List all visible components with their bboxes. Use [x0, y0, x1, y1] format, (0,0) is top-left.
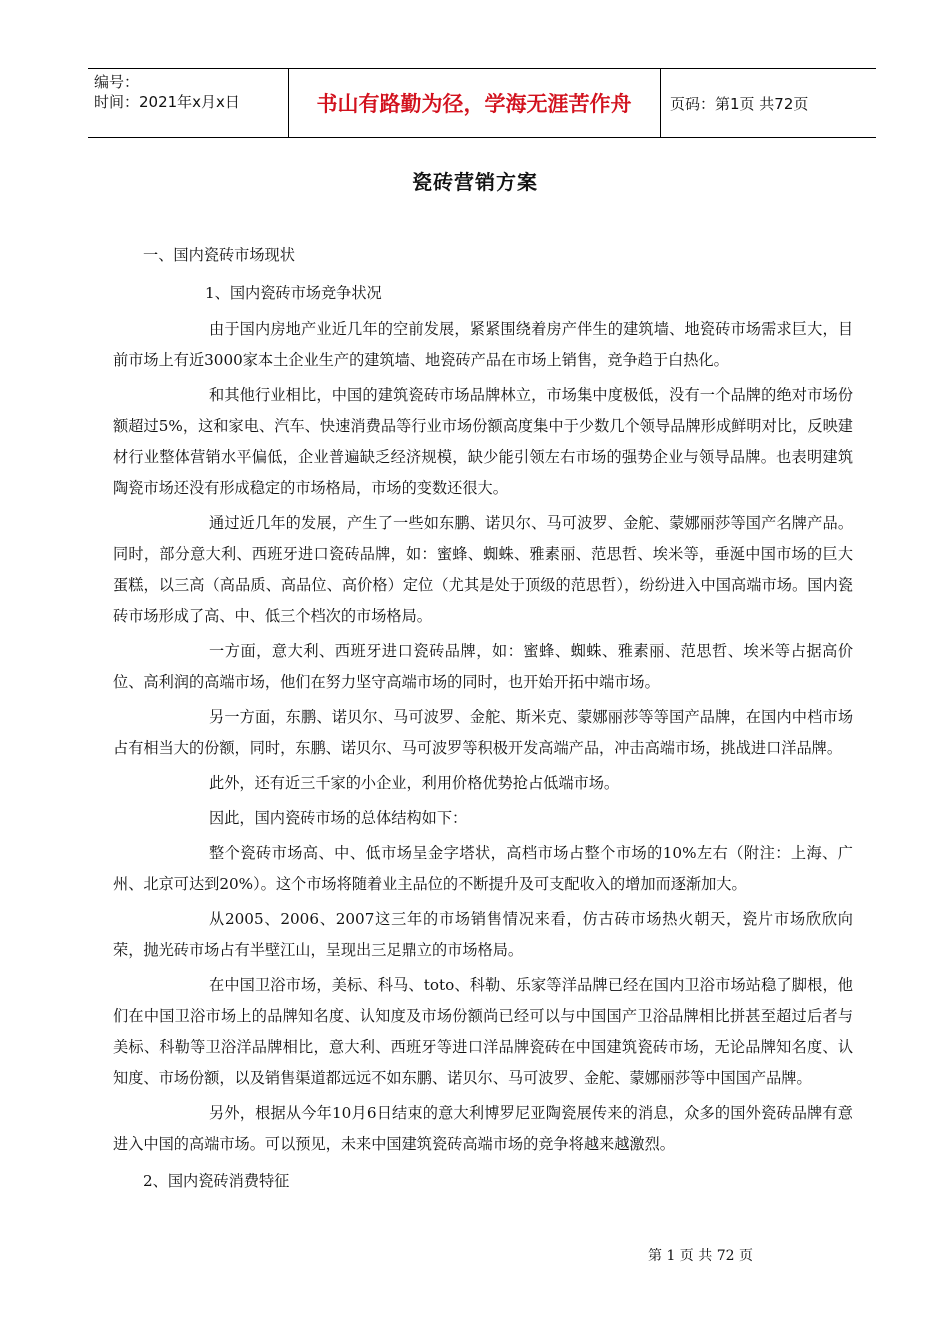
body-paragraph: 另外，根据从今年10月6日结束的意大利博罗尼亚陶瓷展传来的消息，众多的国外瓷砖品牌有意进入中国的高端市场。可以预见，未来中国建筑瓷砖高端市场的竞争将越来越激烈。	[113, 1104, 853, 1153]
header-motto: 书山有路勤为径，学海无涯苦作舟	[316, 92, 632, 116]
page-footer: 第 1 页 共 72 页	[648, 1248, 753, 1264]
body-paragraph: 另一方面，东鹏、诺贝尔、马可波罗、金舵、斯米克、蒙娜丽莎等等国产品牌，在国内中档市场占有相当大的份额，同时，东鹏、诺贝尔、马可波罗等积极开发高端产品，冲击高端市场，挑战进口洋品牌。	[113, 708, 853, 757]
document-number-label: 编号：	[94, 73, 140, 91]
subsection-heading: 2、国内瓷砖消费特征	[143, 1172, 290, 1190]
body-paragraph: 此外，还有近三千家的小企业，利用价格优势抢占低端市场。	[209, 774, 620, 792]
body-paragraph: 通过近几年的发展，产生了一些如东鹏、诺贝尔、马可波罗、金舵、蒙娜丽莎等国产名牌产品。同时，部分意大利、西班牙进口瓷砖品牌，如：蜜蜂、蜘蛛、雅素丽、范思哲、埃米等，垂涎中国市场的巨大蛋糕，以三高（高品质、高品位、高价格）定位（尤其是处于顶级的范思哲），纷纷进入中国高端市场。国内瓷砖市场形成了高、中、低三个档次的市场格局。	[113, 514, 853, 625]
document-body	[113, 238, 853, 1198]
document-title: 瓷砖营销方案	[412, 170, 538, 194]
body-paragraph: 因此，国内瓷砖市场的总体结构如下：	[209, 809, 468, 827]
body-paragraph: 在中国卫浴市场，美标、科马、toto、科勒、乐家等洋品牌已经在国内卫浴市场站稳了脚根，他们在中国卫浴市场上的品牌知名度、认知度及市场份额尚已经可以与中国国产卫浴品牌相比拼甚至超过后者与美标、科勒等卫浴洋品牌相比，意大利、西班牙等进口洋品牌瓷砖在中国建筑瓷砖市场，无论品牌知名度、认知度、市场份额，以及销售渠道都远远不如东鹏、诺贝尔、马可波罗、金舵、蒙娜丽莎等中国国产品牌。	[113, 976, 853, 1087]
header-divider	[660, 69, 661, 137]
body-paragraph: 整个瓷砖市场高、中、低市场呈金字塔状，高档市场占整个市场的10%左右（附注：上海、广州、北京可达到20%）。这个市场将随着业主品位的不断提升及可支配收入的增加而逐渐加大。	[113, 844, 853, 893]
body-paragraph: 由于国内房地产业近几年的空前发展，紧紧围绕着房产伴生的建筑墙、地瓷砖市场需求巨大，目前市场上有近3000家本土企业生产的建筑墙、地瓷砖产品在市场上销售，竞争趋于白热化。	[113, 320, 853, 369]
subsection-heading: 1、国内瓷砖市场竞争状况	[205, 284, 382, 302]
body-paragraph: 从2005、2006、2007这三年的市场销售情况来看，仿古砖市场热火朝天，瓷片市场欣欣向荣，抛光砖市场占有半壁江山，呈现出三足鼎立的市场格局。	[113, 910, 853, 959]
page-header	[88, 68, 876, 138]
body-paragraph: 一方面，意大利、西班牙进口瓷砖品牌，如：蜜蜂、蜘蛛、雅素丽、范思哲、埃米等占据高价位、高利润的高端市场，他们在努力坚守高端市场的同时，也开始开拓中端市场。	[113, 642, 853, 691]
body-paragraph: 和其他行业相比，中国的建筑瓷砖市场品牌林立，市场集中度极低，没有一个品牌的绝对市场份额超过5%，这和家电、汽车、快速消费品等行业市场份额高度集中于少数几个领导品牌形成鲜明对比，反映建材行业整体营销水平偏低，企业普遍缺乏经济规模，缺少能引领左右市场的强势企业与领导品牌。也表明建筑陶瓷市场还没有形成稳定的市场格局，市场的变数还很大。	[113, 386, 853, 497]
header-meta	[94, 72, 290, 112]
document-time-label: 时间：2021年x月x日	[94, 93, 240, 111]
header-page-info: 页码：第1页 共72页	[670, 94, 809, 113]
section-heading: 一、国内瓷砖市场现状	[143, 246, 295, 264]
